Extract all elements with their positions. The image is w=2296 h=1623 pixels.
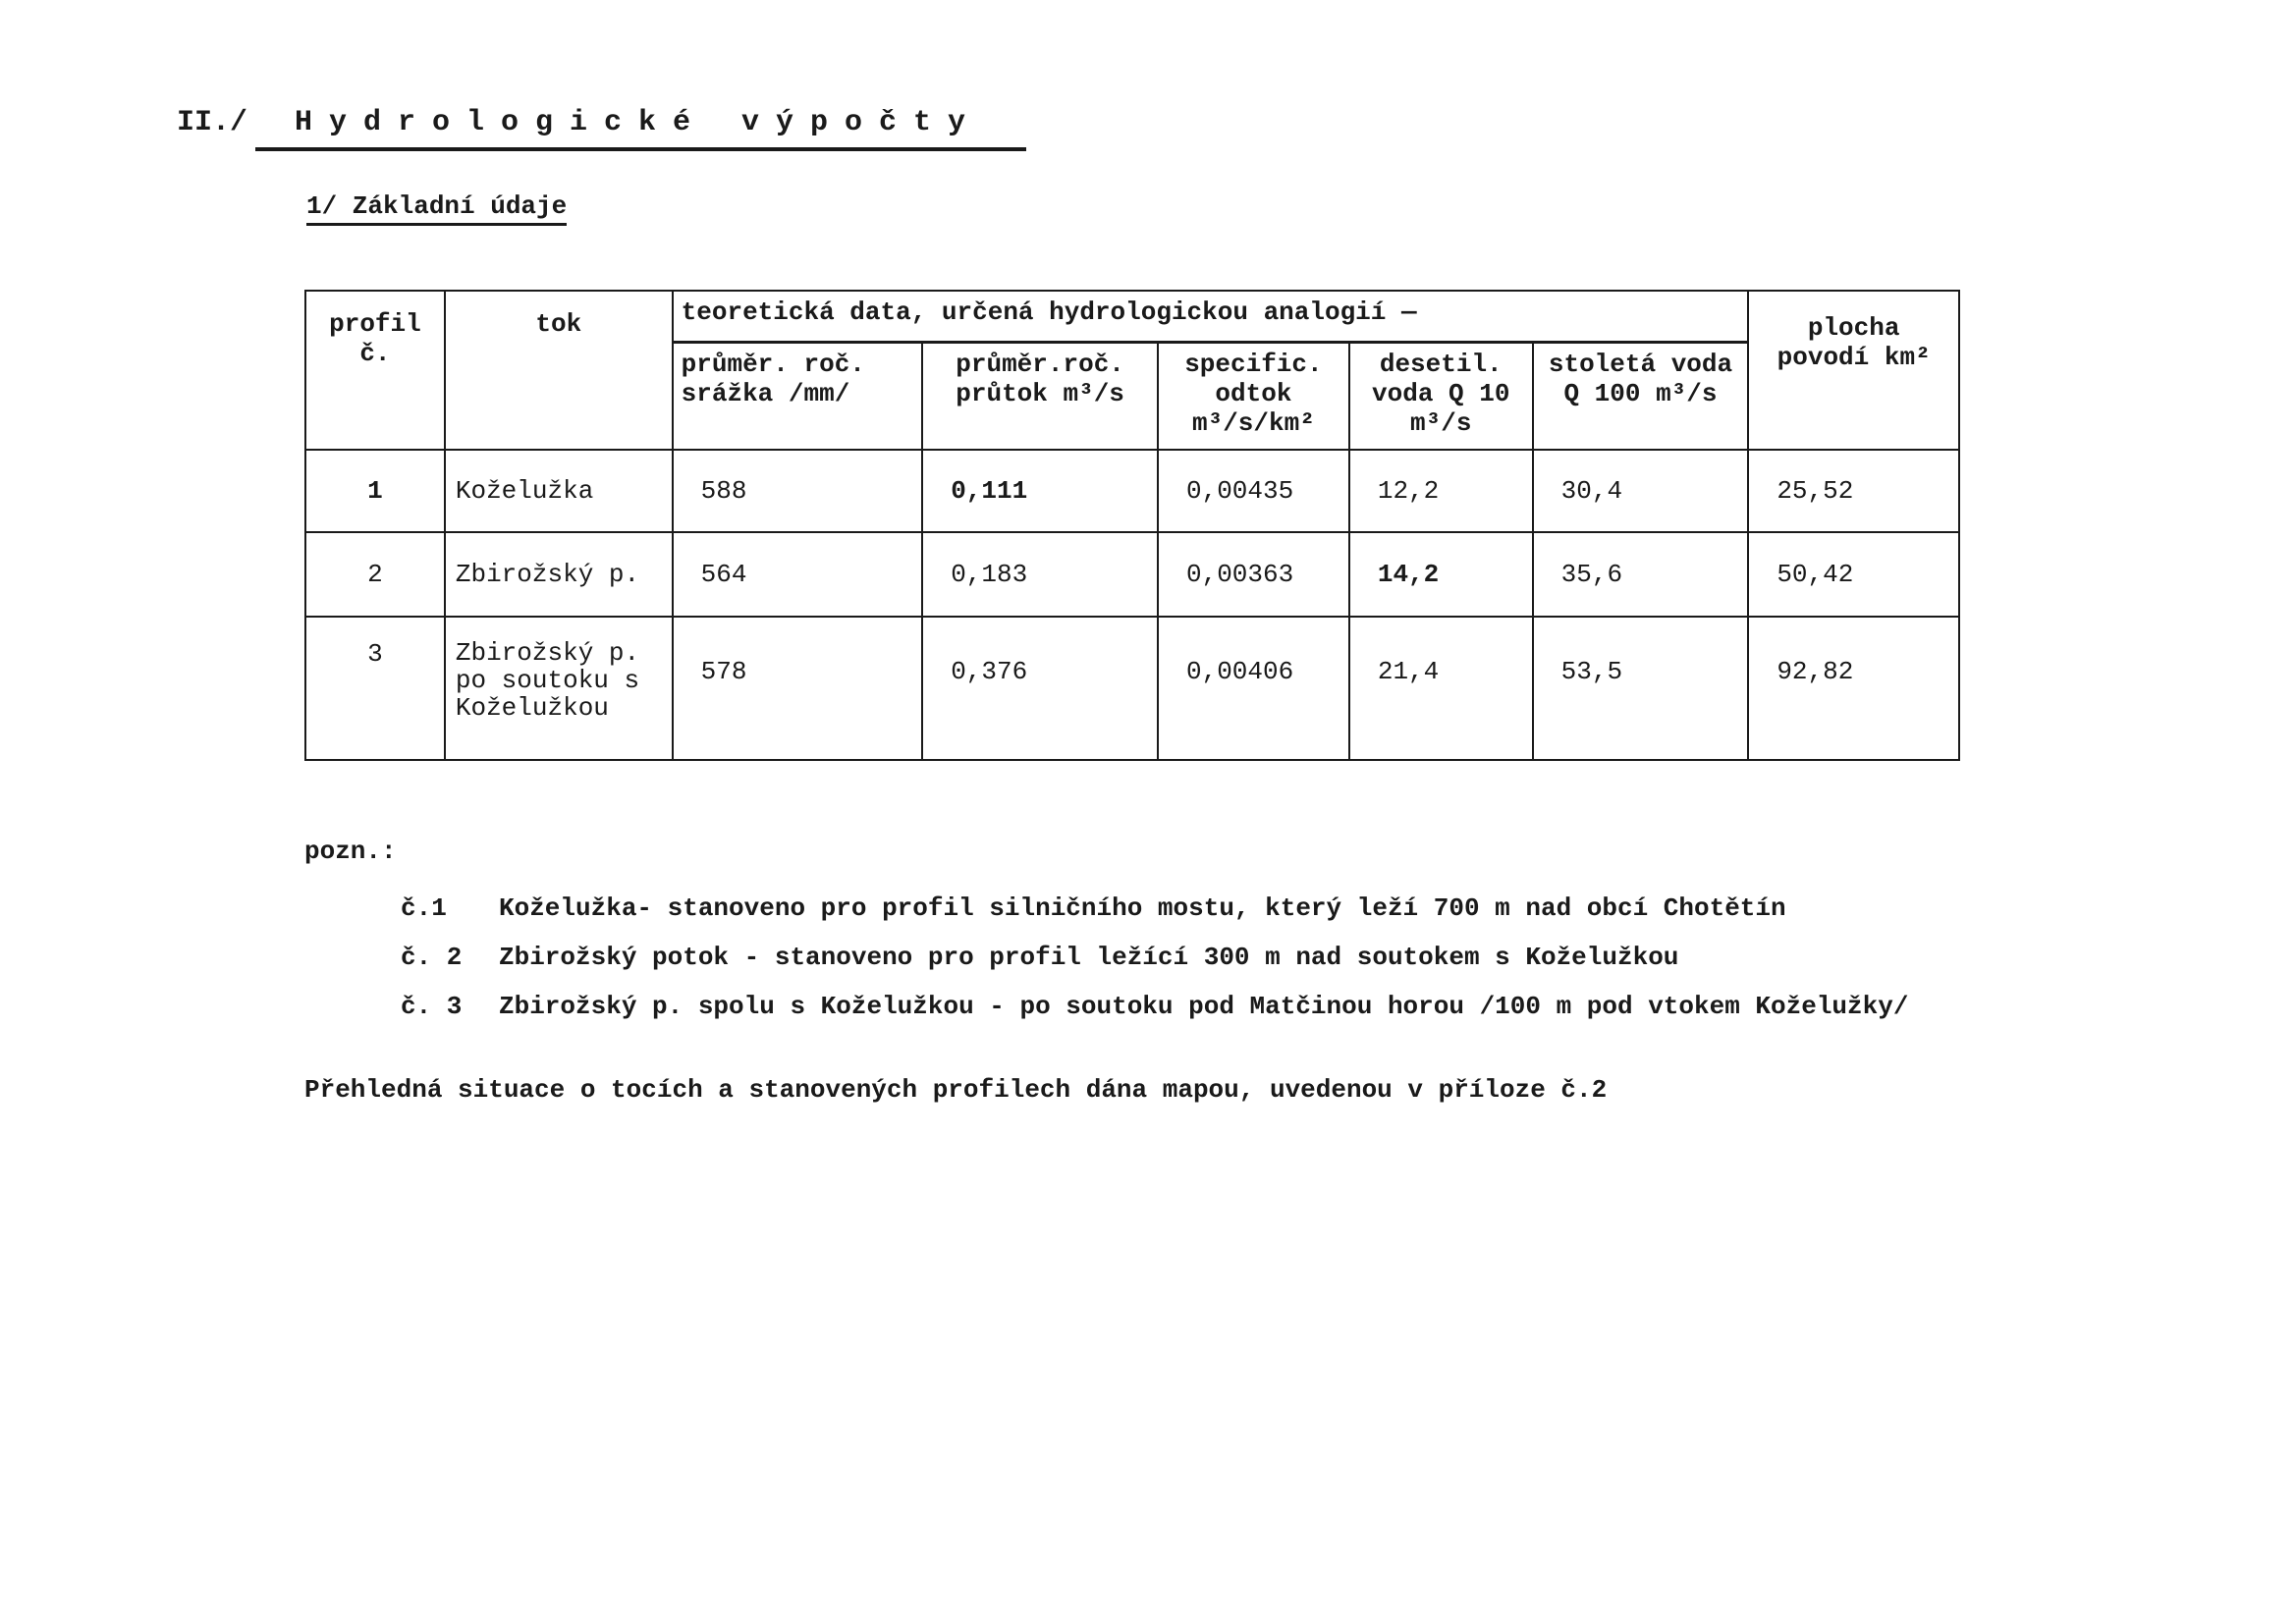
note-item bbox=[401, 893, 1786, 923]
note-label: č. 3 bbox=[401, 992, 463, 1021]
cell-tok: Zbirožský p. bbox=[445, 532, 673, 617]
cell-tok: Koželužka bbox=[445, 450, 673, 532]
cell-q100: 30,4 bbox=[1533, 450, 1749, 532]
subsection-heading: 1/ Základní údaje bbox=[306, 191, 567, 226]
cell-q10: 14,2 bbox=[1349, 532, 1533, 617]
note-item bbox=[401, 992, 1908, 1021]
cell-q100: 35,6 bbox=[1533, 532, 1749, 617]
note-text: Zbirožský potok - stanoveno pro profil ležící 300 m nad soutokem s Koželužkou bbox=[499, 943, 1679, 972]
header-tok: tok bbox=[445, 291, 673, 450]
cell-srazka: 578 bbox=[673, 617, 923, 760]
cell-srazka: 588 bbox=[673, 450, 923, 532]
cell-plocha: 92,82 bbox=[1748, 617, 1959, 760]
note-label: č.1 bbox=[401, 893, 447, 923]
table-row bbox=[305, 532, 1959, 617]
table-row bbox=[305, 617, 1959, 760]
header-profil: profil č. bbox=[305, 291, 445, 450]
cell-prutok: 0,111 bbox=[922, 450, 1158, 532]
note-text: Koželužka- stanoveno pro profil silničního mostu, který leží 700 m nad obcí Chotětín bbox=[499, 893, 1786, 923]
header-q10: desetil. voda Q 10 m³/s bbox=[1349, 342, 1533, 450]
cell-q100: 53,5 bbox=[1533, 617, 1749, 760]
hydrology-table bbox=[304, 290, 1960, 761]
cell-odtok: 0,00406 bbox=[1158, 617, 1349, 760]
header-plocha: plocha povodí km² bbox=[1748, 291, 1959, 450]
cell-plocha: 50,42 bbox=[1748, 532, 1959, 617]
cell-q10: 21,4 bbox=[1349, 617, 1533, 760]
section-heading bbox=[177, 106, 1026, 151]
header-group-theoretical: teoretická data, určená hydrologickou analogií — bbox=[673, 291, 1749, 342]
cell-prutok: 0,376 bbox=[922, 617, 1158, 760]
cell-prutok: 0,183 bbox=[922, 532, 1158, 617]
header-srazka: průměr. roč. srážka /mm/ bbox=[673, 342, 923, 450]
notes-label: pozn.: bbox=[304, 837, 397, 866]
cell-profil: 2 bbox=[305, 532, 445, 617]
header-q100: stoletá voda Q 100 m³/s bbox=[1533, 342, 1749, 450]
cell-odtok: 0,00435 bbox=[1158, 450, 1349, 532]
header-prutok: průměr.roč. průtok m³/s bbox=[922, 342, 1158, 450]
table-row bbox=[305, 450, 1959, 532]
cell-tok: Zbirožský p. po soutoku s Koželužkou bbox=[445, 617, 673, 760]
cell-profil: 3 bbox=[305, 617, 445, 760]
cell-plocha: 25,52 bbox=[1748, 450, 1959, 532]
cell-q10: 12,2 bbox=[1349, 450, 1533, 532]
note-label: č. 2 bbox=[401, 943, 463, 972]
note-text: Zbirožský p. spolu s Koželužkou - po soutoku pod Matčinou horou /100 m pod vtokem Koželužky/ bbox=[499, 992, 1909, 1021]
cell-odtok: 0,00363 bbox=[1158, 532, 1349, 617]
header-odtok: specific. odtok m³/s/km² bbox=[1158, 342, 1349, 450]
section-number: II./ bbox=[177, 106, 248, 139]
cell-srazka: 564 bbox=[673, 532, 923, 617]
summary-text: Přehledná situace o tocích a stanovených profilech dána mapou, uvedenou v příloze č.2 bbox=[304, 1075, 1608, 1105]
note-item bbox=[401, 943, 1678, 972]
cell-profil: 1 bbox=[305, 450, 445, 532]
section-title: Hydrologické výpočty bbox=[255, 106, 1026, 151]
